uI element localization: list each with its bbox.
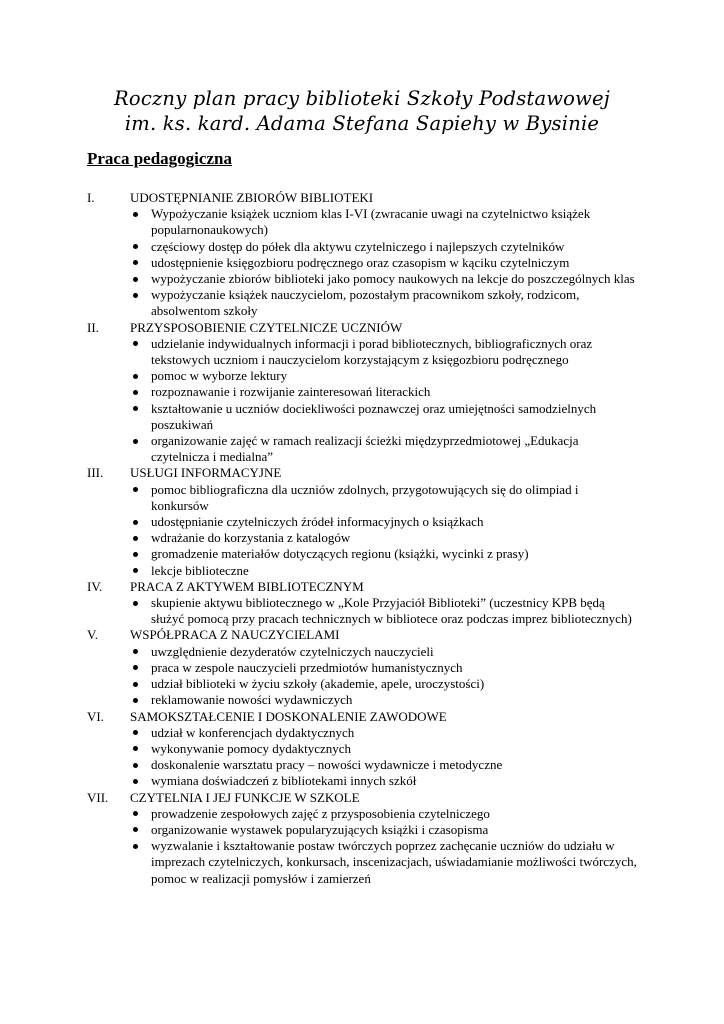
section-header bbox=[87, 190, 637, 206]
section-title: CZYTELNIA I JEJ FUNKCJE W SZKOLE bbox=[130, 789, 360, 805]
section-numeral: VII. bbox=[87, 789, 109, 805]
title-line-2: im. ks. kard. Adama Stefana Sapiehy w Bysinie bbox=[124, 112, 600, 135]
bullet-list bbox=[87, 644, 637, 709]
list-item: doskonalenie warsztatu pracy – nowości wydawnicze i metodyczne bbox=[151, 757, 637, 773]
bullet-list bbox=[87, 206, 637, 319]
list-item: kształtowanie u uczniów dociekliwości poznawczej oraz umiejętności samodzielnych poszukiwań bbox=[151, 401, 637, 433]
list-item: lekcje biblioteczne bbox=[151, 563, 637, 579]
list-item: wykonywanie pomocy dydaktycznych bbox=[151, 741, 637, 757]
bullet-list bbox=[87, 595, 637, 627]
list-item: skupienie aktywu bibliotecznego w „Kole Przyjaciół Biblioteki” (uczestnicy KPB będą służyć pomocą przy pracach technicznych w bibliotece oraz podczas imprez bibliotecznych) bbox=[151, 595, 637, 627]
list-item: rozpoznawanie i rozwijanie zainteresowań literackich bbox=[151, 384, 637, 400]
list-item: udostępnianie czytelniczych źródeł informacyjnych o książkach bbox=[151, 514, 637, 530]
list-item: reklamowanie nowości wydawniczych bbox=[151, 692, 637, 708]
list-item: wypożyczanie zbiorów biblioteki jako pomocy naukowych na lekcje do poszczególnych klas bbox=[151, 271, 637, 287]
title-line-1: Roczny plan pracy biblioteki Szkoły Podstawowej bbox=[114, 87, 610, 110]
sections-list bbox=[87, 190, 637, 887]
list-item: udział w konferencjach dydaktycznych bbox=[151, 725, 637, 741]
section-header bbox=[87, 627, 637, 643]
list-item: prowadzenie zespołowych zajęć z przysposobienia czytelniczego bbox=[151, 806, 637, 822]
list-item: wyzwalanie i kształtowanie postaw twórczych poprzez zachęcanie uczniów do udziału w imprezach czytelniczych, konkursach, inscenizacjach, uświadamianie możliwości twórczych, pomoc w realizacji pomysłów i zamierzeń bbox=[151, 838, 637, 886]
bullet-list bbox=[87, 336, 637, 466]
section-title: UDOSTĘPNIANIE ZBIORÓW BIBLIOTEKI bbox=[130, 190, 374, 205]
list-item: pomoc w wyborze lektury bbox=[151, 368, 637, 384]
list-item: udział biblioteki w życiu szkoły (akademie, apele, uroczystości) bbox=[151, 676, 637, 692]
section-numeral: III. bbox=[87, 465, 104, 481]
list-item: uwzględnienie dezyderatów czytelniczych nauczycieli bbox=[151, 644, 637, 660]
list-item: częściowy dostęp do półek dla aktywu czytelniczego i najlepszych czytelników bbox=[151, 239, 637, 255]
list-item: udostępnienie księgozbioru podręcznego oraz czasopism w kąciku czytelniczym bbox=[151, 255, 637, 271]
list-item: organizowanie zajęć w ramach realizacji ścieżki międzyprzedmiotowej „Edukacja czytelnicza i medialna” bbox=[151, 433, 637, 465]
list-item: gromadzenie materiałów dotyczących regionu (książki, wycinki z prasy) bbox=[151, 546, 637, 562]
list-item: pomoc bibliograficzna dla uczniów zdolnych, przygotowujących się do olimpiad i konkursów bbox=[151, 482, 637, 514]
list-item: wymiana doświadczeń z bibliotekami innych szkół bbox=[151, 773, 637, 789]
section-title: USŁUGI INFORMACYJNE bbox=[130, 465, 282, 481]
list-item: organizowanie wystawek popularyzujących książki i czasopisma bbox=[151, 822, 637, 838]
bullet-list bbox=[87, 482, 637, 579]
section-header bbox=[87, 465, 637, 481]
section-header bbox=[87, 579, 637, 595]
section-header bbox=[87, 790, 637, 806]
section-heading: Praca pedagogiczna bbox=[87, 149, 232, 168]
bullet-list bbox=[87, 806, 637, 887]
document-title bbox=[0, 86, 724, 136]
section-header bbox=[87, 709, 637, 725]
bullet-list bbox=[87, 725, 637, 790]
section-numeral: IV. bbox=[87, 578, 103, 594]
list-item: wypożyczanie książek nauczycielom, pozostałym pracownikom szkoły, rodzicom, absolwentom szkoły bbox=[151, 287, 637, 319]
section-title: SAMOKSZTAŁCENIE I DOSKONALENIE ZAWODOWE bbox=[130, 708, 447, 724]
section-title: PRACA Z AKTYWEM BIBLIOTECZNYM bbox=[130, 578, 364, 594]
section-numeral: I. bbox=[87, 190, 95, 205]
list-item: udzielanie indywidualnych informacji i porad bibliotecznych, bibliograficznych oraz tekstowych uczniom i nauczycielom korzystającym z księgozbioru podręcznego bbox=[151, 336, 637, 368]
section-title: WSPÓŁPRACA Z NAUCZYCIELAMI bbox=[130, 627, 340, 643]
section-numeral: V. bbox=[87, 627, 98, 643]
list-item: Wypożyczanie książek uczniom klas I-VI (zwracanie uwagi na czytelnictwo książek popularnonaukowych) bbox=[151, 206, 637, 238]
section-title: PRZYSPOSOBIENIE CZYTELNICZE UCZNIÓW bbox=[130, 319, 403, 335]
section-numeral: II. bbox=[87, 319, 99, 335]
section-header bbox=[87, 320, 637, 336]
section-numeral: VI. bbox=[87, 708, 104, 724]
list-item: praca w zespole nauczycieli przedmiotów humanistycznych bbox=[151, 660, 637, 676]
list-item: wdrażanie do korzystania z katalogów bbox=[151, 530, 637, 546]
